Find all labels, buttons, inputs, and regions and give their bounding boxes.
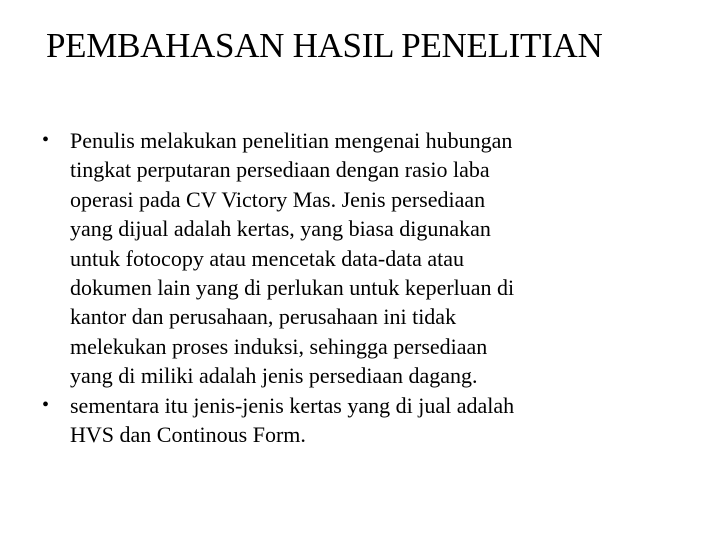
bullet-dot-icon: •	[42, 393, 50, 416]
bullet-line: Penulis melakukan penelitian mengenai hubungan	[70, 128, 513, 153]
bullet-line: untuk fotocopy atau mencetak data-data atau	[70, 245, 464, 271]
bullet-line: yang dijual adalah kertas, yang biasa digunakan	[70, 216, 491, 242]
bullet-line: sementara itu jenis-jenis kertas yang di jual adalah	[70, 392, 515, 418]
bullet-item-1	[40, 126, 690, 391]
bullet-item-2	[40, 391, 690, 450]
bullet-line: operasi pada CV Victory Mas. Jenis persediaan	[70, 186, 486, 212]
bullet-line: HVS dan Continous Form.	[70, 422, 306, 448]
bullet-line: dokumen lain yang di perlukan untuk keperluan di	[70, 275, 515, 301]
bullet-line: tingkat perputaran persediaan dengan rasio laba	[70, 157, 490, 183]
bullet-dot-icon: •	[42, 129, 50, 151]
slide-title: PEMBAHASAN HASIL PENELITIAN	[46, 26, 603, 65]
bullet-line: melekukan proses induksi, sehingga persediaan	[70, 333, 488, 359]
bullet-list	[40, 126, 690, 449]
bullet-line: yang di miliki adalah jenis persediaan dagang.	[70, 363, 478, 389]
bullet-line: kantor dan perusahaan, perusahaan ini tidak	[70, 304, 457, 330]
